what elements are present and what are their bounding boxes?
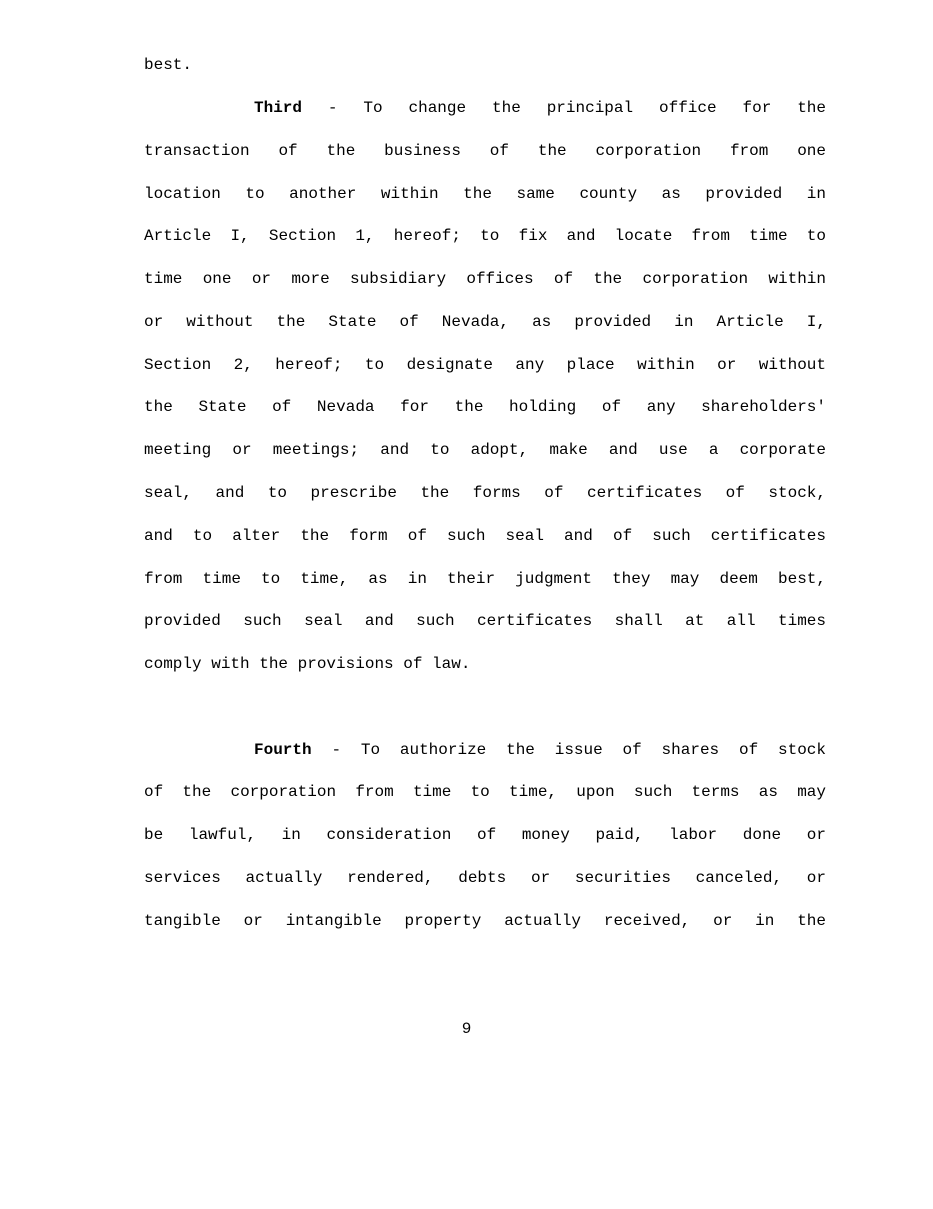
paragraph-heading-third: Third [254,99,303,117]
page-number: 9 [461,1020,472,1038]
paragraph-third-line: meeting or meetings; and to adopt, make and use a corporate [144,441,826,459]
paragraph-third-line: from time to time, as in their judgment they may deem best, [144,570,826,588]
paragraph-fourth-line: services actually rendered, debts or securities canceled, or [144,869,826,887]
paragraph-third-first-line [254,96,826,120]
paragraph-third-line: seal, and to prescribe the forms of certificates of stock, [144,484,826,502]
paragraph-third-line: Section 2, hereof; to designate any place within or without [144,356,826,374]
paragraph-heading-fourth: Fourth [254,741,312,759]
paragraph-fourth-first-line-text: - To authorize the issue of shares of stock [331,741,826,759]
paragraph-third-line: provided such seal and such certificates shall at all times [144,612,826,630]
paragraph-third-line: or without the State of Nevada, as provided in Article I, [144,313,826,331]
paragraph-fourth-line: be lawful, in consideration of money paid, labor done or [144,826,826,844]
paragraph-third-line: location to another within the same county as provided in [144,185,826,203]
paragraph-third-line: time one or more subsidiary offices of the corporation within [144,270,826,288]
paragraph-third-line: transaction of the business of the corporation from one [144,142,826,160]
paragraph-third-line: the State of Nevada for the holding of any shareholders' [144,398,826,416]
carryover-line: best. [144,56,193,74]
paragraph-fourth-line: of the corporation from time to time, upon such terms as may [144,783,826,801]
paragraph-third-line: comply with the provisions of law. [144,655,471,673]
paragraph-third-line: and to alter the form of such seal and of such certificates [144,527,826,545]
paragraph-fourth-first-line [254,738,826,762]
paragraph-fourth-line: tangible or intangible property actually received, or in the [144,912,826,930]
paragraph-third-line: Article I, Section 1, hereof; to fix and locate from time to [144,227,826,245]
paragraph-third-first-line-text: - To change the principal office for the [327,99,826,117]
